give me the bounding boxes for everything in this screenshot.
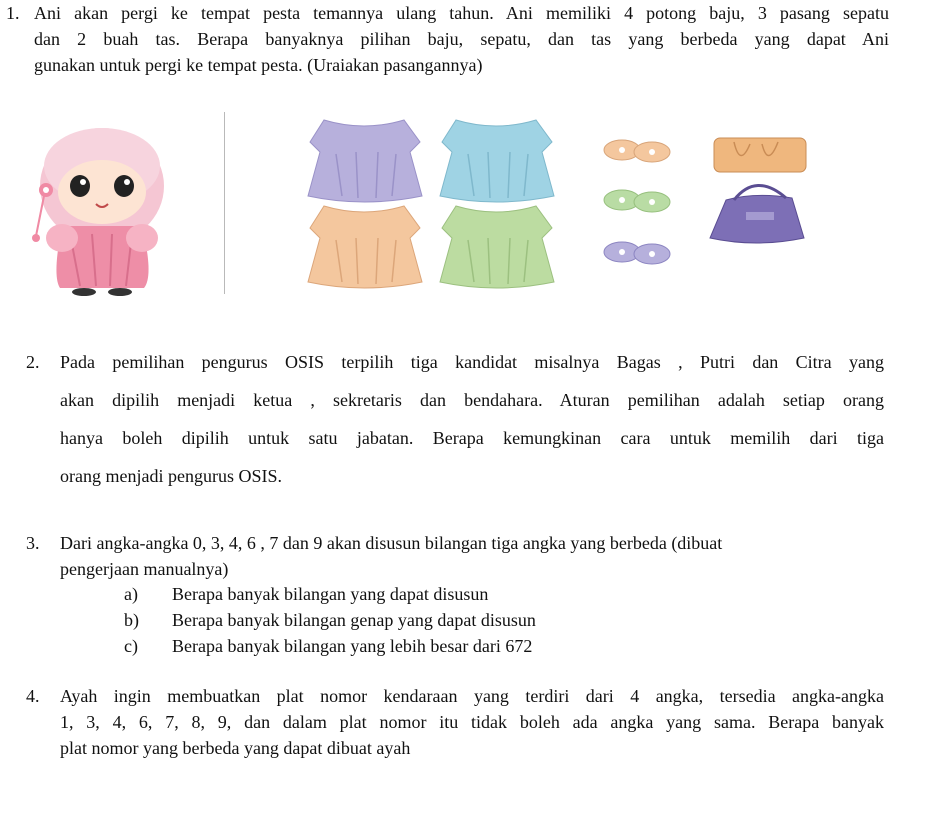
question-number: 2. [26,352,40,372]
divider [224,112,225,294]
question-number: 1. [6,3,20,23]
question-text [60,530,884,582]
girl-illustration [22,126,182,298]
bag-orange [714,138,806,172]
question-line: hanya boleh dipilih untuk satu jabatan. Berapa kemungkinan cara untuk memilih dari tiga [60,428,884,448]
question-line: 1, 3, 4, 6, 7, 8, 9, dan dalam plat nomor itu tidak boleh ada angka yang sama. Berapa banyak [60,712,884,732]
question-text [60,343,884,495]
shirt-orange [308,206,422,288]
question-line: akan dipilih menjadi ketua , sekretaris dan bendahara. Aturan pemilihan adalah setiap orang [60,390,884,410]
shoes-illustration [600,130,680,274]
question-number: 3. [26,533,40,553]
subquestion-text: Berapa banyak bilangan yang lebih besar dari 672 [172,636,533,656]
question-line: Dari angka-angka 0, 3, 4, 6 , 7 dan 9 akan disusun bilangan tiga angka yang berbeda (dibuat [60,533,723,553]
shirt-purple [308,120,422,202]
question-line: Ayah ingin membuatkan plat nomor kendaraan yang terdiri dari 4 angka, tersedia angka-angka [60,686,884,706]
subquestion-label: a) [124,584,138,604]
question-number: 4. [26,686,40,706]
subquestion-text: Berapa banyak bilangan genap yang dapat disusun [172,610,536,630]
question-line: pengerjaan manualnya) [60,559,229,579]
shirt-green [440,206,554,288]
subquestion-label: b) [124,610,139,630]
subquestion-label: c) [124,636,138,656]
shirt-blue [440,120,554,202]
subquestion-text: Berapa banyak bilangan yang dapat disusun [172,584,489,604]
question-line: Ani akan pergi ke tempat pesta temannya ulang tahun. Ani memiliki 4 potong baju, 3 pasang sepatu [34,3,889,23]
question-line: orang menjadi pengurus OSIS. [60,466,282,486]
question-line: plat nomor yang berbeda yang dapat dibuat ayah [60,738,411,758]
shoe-green [604,190,670,212]
question-text [34,0,889,78]
question-line: gunakan untuk pergi ke tempat pesta. (Uraiakan pasangannya) [34,55,483,75]
question-text [60,683,884,761]
shoe-orange [604,140,670,162]
bag-purple [710,185,804,243]
shirts-illustration [296,112,580,294]
bags-illustration [706,132,810,252]
shoe-purple [604,242,670,264]
question-line: dan 2 buah tas. Berapa banyaknya pilihan baju, sepatu, dan tas yang berbeda yang dapat Ani [34,29,889,49]
question-line: Pada pemilihan pengurus OSIS terpilih tiga kandidat misalnya Bagas , Putri dan Citra yang [60,352,884,372]
